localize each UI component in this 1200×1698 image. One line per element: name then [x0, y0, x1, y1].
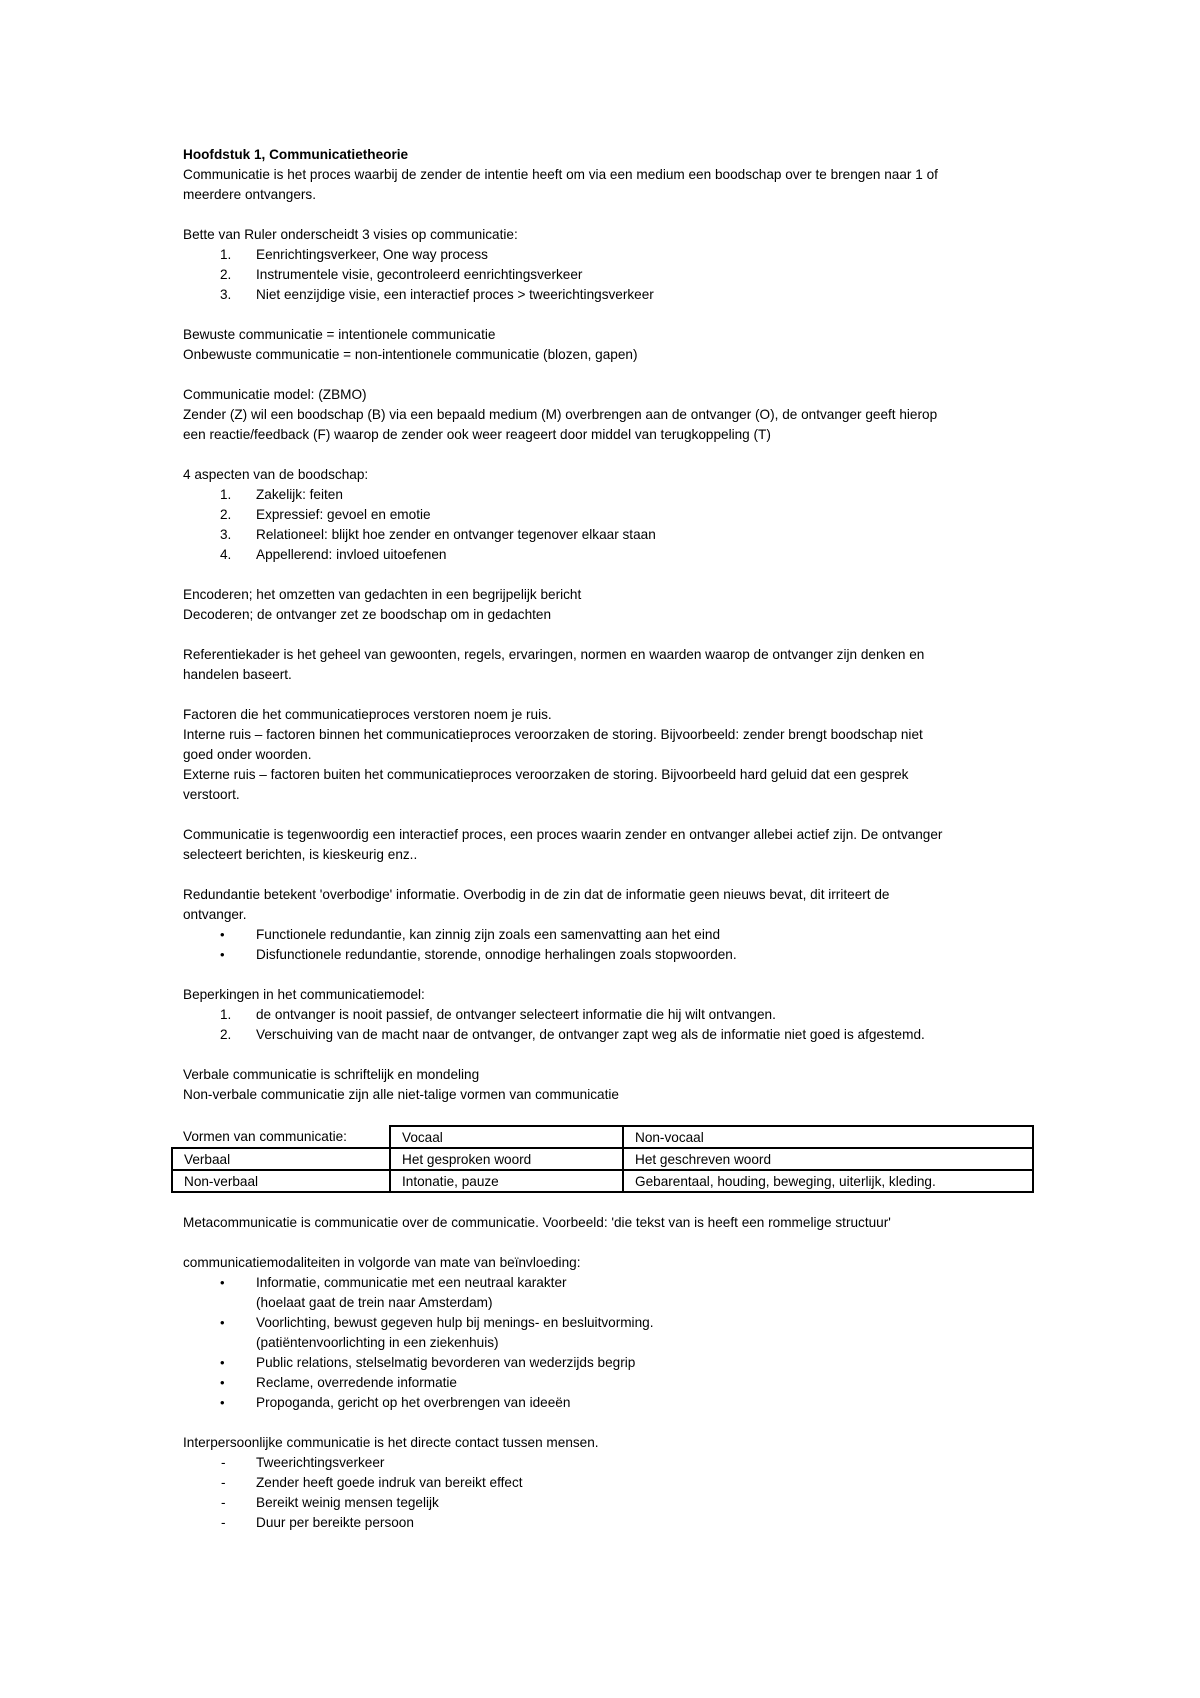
list-item: - Duur per bereikte persoon [221, 1515, 414, 1530]
verbal-line-2: Non-verbale communicatie zijn alle niet-talige vormen van communicatie [183, 1087, 619, 1102]
noise-line-3: goed onder woorden. [183, 747, 312, 762]
list-item: 1. de ontvanger is nooit passief, de ontvanger selecteert informatie die hij wilt ontvangen. [220, 1007, 776, 1022]
redundancy-line-1: Redundantie betekent 'overbodige' informatie. Overbodig in de zin dat de informatie geen nieuws bevat, dit irriteert de [183, 887, 890, 902]
frame-line-1: Referentiekader is het geheel van gewoonten, regels, ervaringen, normen en waarden waarop de ontvanger zijn denken en [183, 647, 925, 662]
intro-line-1: Communicatie is het proces waarbij de zender de intentie heeft om via een medium een boodschap over te brengen naar 1 of [183, 167, 938, 182]
table-cell: Non-verbaal [172, 1170, 390, 1192]
interactive-line-2: selecteert berichten, is kieskeurig enz.. [183, 847, 418, 862]
list-item: - Zender heeft goede indruk van bereikt effect [221, 1475, 523, 1490]
interpersonal-heading: Interpersoonlijke communicatie is het directe contact tussen mensen. [183, 1435, 599, 1450]
table-cell: Verbaal [172, 1148, 390, 1170]
awareness-line-2: Onbewuste communicatie = non-intentionele communicatie (blozen, gapen) [183, 347, 638, 362]
aspects-heading: 4 aspecten van de boodschap: [183, 467, 369, 482]
modalities-heading: communicatiemodaliteiten in volgorde van mate van beïnvloeding: [183, 1255, 581, 1270]
noise-line-5: verstoort. [183, 787, 240, 802]
verbal-line-1: Verbale communicatie is schriftelijk en mondeling [183, 1067, 480, 1082]
table-cell: Intonatie, pauze [390, 1170, 623, 1192]
list-item: 2. Instrumentele visie, gecontroleerd eenrichtingsverkeer [220, 267, 583, 282]
decoding-line: Decoderen; de ontvanger zet ze boodschap om in gedachten [183, 607, 552, 622]
model-heading: Communicatie model: (ZBMO) [183, 387, 367, 402]
awareness-line-1: Bewuste communicatie = intentionele communicatie [183, 327, 496, 342]
table-row [172, 1170, 1033, 1192]
limits-list [183, 1005, 1033, 1045]
list-item: 1. Zakelijk: feiten [220, 487, 343, 502]
list-item: • Informatie, communicatie met een neutraal karakter (hoelaat gaat de trein naar Amsterdam) [220, 1275, 567, 1310]
table-header-row [172, 1126, 1033, 1148]
ruler-list [183, 245, 1033, 305]
ruler-heading: Bette van Ruler onderscheidt 3 visies op communicatie: [183, 227, 518, 242]
list-item: 3. Relationeel: blijkt hoe zender en ontvanger tegenover elkaar staan [220, 527, 656, 542]
limits-heading: Beperkingen in het communicatiemodel: [183, 987, 425, 1002]
table-cell: Gebarentaal, houding, beweging, uiterlijk, kleding. [623, 1170, 1033, 1192]
model-line-1: Zender (Z) wil een boodschap (B) via een bepaald medium (M) overbrengen aan de ontvanger (O), de ontvanger geeft hierop [183, 407, 938, 422]
interpersonal-list [183, 1453, 1033, 1533]
list-item: • Public relations, stelselmatig bevorderen van wederzijds begrip [220, 1355, 636, 1370]
redundancy-list [183, 925, 1033, 965]
list-item: • Functionele redundantie, kan zinnig zijn zoals een samenvatting aan het eind [220, 927, 721, 942]
aspects-list [183, 485, 1033, 565]
list-item: 4. Appellerend: invloed uitoefenen [220, 547, 447, 562]
interactive-line-1: Communicatie is tegenwoordig een interactief proces, een proces waarin zender en ontvanger allebei actief zijn. De ontvanger [183, 827, 943, 842]
model-line-2: een reactie/feedback (F) waarop de zender ook weer reageert door middel van terugkoppeling (T) [183, 427, 771, 442]
list-item: • Voorlichting, bewust gegeven hulp bij menings- en besluitvorming. (patiëntenvoorlichting in een ziekenhuis) [220, 1315, 654, 1350]
list-item: 2. Expressief: gevoel en emotie [220, 507, 431, 522]
document-page [183, 145, 1033, 1533]
table-row [172, 1148, 1033, 1170]
list-item: - Bereikt weinig mensen tegelijk [221, 1495, 439, 1510]
frame-line-2: handelen baseert. [183, 667, 292, 682]
list-item: • Propoganda, gericht op het overbrengen van ideeën [220, 1395, 571, 1410]
intro-line-2: meerdere ontvangers. [183, 187, 316, 202]
list-item: • Reclame, overredende informatie [220, 1375, 457, 1390]
list-item: 3. Niet eenzijdige visie, een interactief proces > tweerichtingsverkeer [220, 287, 654, 302]
page-title: Hoofdstuk 1, Communicatietheorie [183, 147, 409, 162]
list-item: 2. Verschuiving van de macht naar de ontvanger, de ontvanger zapt weg als de informatie niet goed is afgestemd. [220, 1027, 925, 1042]
redundancy-line-2: ontvanger. [183, 907, 247, 922]
table-header-cell: Vocaal [390, 1126, 623, 1148]
table-cell: Het gesproken woord [390, 1148, 623, 1170]
noise-line-4: Externe ruis – factoren buiten het communicatieproces veroorzaken de storing. Bijvoorbeeld hard geluid dat een gesprek [183, 767, 909, 782]
communication-forms-table [171, 1125, 1034, 1193]
list-item: • Disfunctionele redundantie, storende, onnodige herhalingen zoals stopwoorden. [220, 947, 737, 962]
table-cell: Het geschreven woord [623, 1148, 1033, 1170]
meta-line: Metacommunicatie is communicatie over de communicatie. Voorbeeld: 'die tekst van is heeft een rommelige structuur' [183, 1215, 891, 1230]
table-header-cell: Non-vocaal [623, 1126, 1033, 1148]
noise-line-2: Interne ruis – factoren binnen het communicatieproces veroorzaken de storing. Bijvoorbeeld: zender brengt boodschap niet [183, 727, 923, 742]
table-header-cell: Vormen van communicatie: [183, 1129, 347, 1144]
list-item: 1. Eenrichtingsverkeer, One way process [220, 247, 488, 262]
modalities-list [183, 1273, 1033, 1413]
list-item: - Tweerichtingsverkeer [221, 1455, 385, 1470]
noise-line-1: Factoren die het communicatieproces verstoren noem je ruis. [183, 707, 552, 722]
encoding-line: Encoderen; het omzetten van gedachten in een begrijpelijk bericht [183, 587, 582, 602]
